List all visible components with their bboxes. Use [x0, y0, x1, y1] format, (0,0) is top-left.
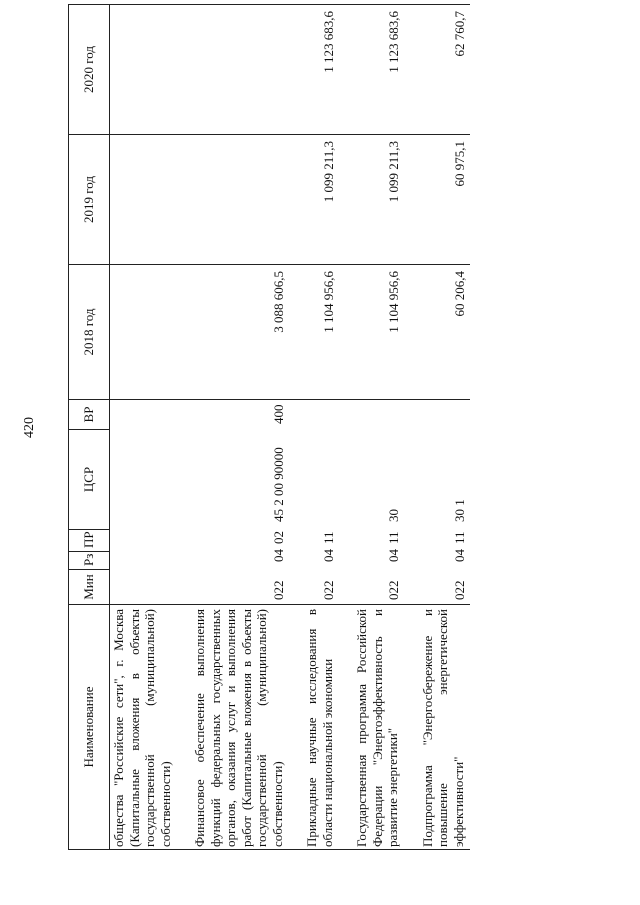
code-rz: 04 [386, 549, 401, 562]
page-number: 420 [22, 417, 37, 438]
code-csr: 30 [386, 509, 401, 522]
row-2018 [110, 265, 178, 400]
header-name: Наименование [69, 605, 110, 850]
table-row [419, 5, 471, 850]
row-2020: 1 123 683,6 [353, 5, 405, 135]
row-2020 [110, 5, 178, 135]
header-2018: 2018 год [69, 265, 110, 400]
code-min: 022 [320, 580, 336, 600]
row-2019: 1 099 211,3 [303, 135, 339, 265]
row-codes [419, 400, 471, 605]
header-2019: 2019 год [69, 135, 110, 265]
row-2018: 3 088 606,5 [191, 265, 289, 400]
code-csr: 30 1 [451, 499, 467, 522]
header-vr: ВР [69, 400, 110, 430]
table-header-row [69, 5, 110, 850]
row-name: Государственная программа Российской Федерации "Энергоэффективность и развитие энергетики" [353, 605, 405, 850]
row-name: Прикладные научные исследования в области национальной экономики [303, 605, 339, 850]
code-csr: 45 2 00 90000 [270, 447, 286, 522]
row-name: общества "Российские сети", г. Москва (Капитальные вложения в объекты государственной (муниципальной) собственности) [110, 605, 178, 850]
table-row [191, 5, 289, 850]
row-2019: 1 099 211,3 [353, 135, 405, 265]
header-2020: 2020 год [69, 5, 110, 135]
code-rz: 04 [320, 549, 336, 562]
table-row [110, 5, 178, 850]
rotated-table-container [68, 5, 611, 850]
row-2020 [191, 5, 289, 135]
code-min: 022 [386, 580, 401, 600]
row-name: Финансовое обеспечение выполнения функций федеральных государственных органов, оказания услуг и выполнения работ (Капитальные вложения в объекты государственной (муниципальной) собственности) [191, 605, 289, 850]
row-2020: 1 123 683,6 [303, 5, 339, 135]
row-codes [110, 400, 178, 605]
code-pr: 02 [270, 531, 286, 544]
row-2018: 1 104 956,6 [353, 265, 405, 400]
row-2019: 60 975,1 [419, 135, 471, 265]
code-min: 022 [451, 580, 467, 600]
header-rz: Рз [69, 552, 110, 570]
code-pr: 11 [451, 531, 467, 544]
row-2018: 60 206,4 [419, 265, 471, 400]
code-min: 022 [270, 580, 286, 600]
table-row [353, 5, 405, 850]
code-pr: 11 [320, 531, 336, 544]
row-codes [303, 400, 339, 605]
header-csr: ЦСР [69, 430, 110, 530]
code-vr: 400 [270, 404, 286, 424]
row-name: Подпрограмма "Энергосбережение и повышение энергетической эффективности" [419, 605, 471, 850]
header-min: Мин [69, 570, 110, 605]
code-rz: 04 [270, 549, 286, 562]
budget-table [68, 4, 470, 850]
code-pr: 11 [386, 531, 401, 544]
table-row [303, 5, 339, 850]
row-codes [191, 400, 289, 605]
row-codes [353, 400, 405, 605]
code-rz: 04 [451, 549, 467, 562]
header-pr: ПР [69, 530, 110, 552]
row-2018: 1 104 956,6 [303, 265, 339, 400]
row-2019 [191, 135, 289, 265]
row-2019 [110, 135, 178, 265]
row-2020: 62 760,7 [419, 5, 471, 135]
